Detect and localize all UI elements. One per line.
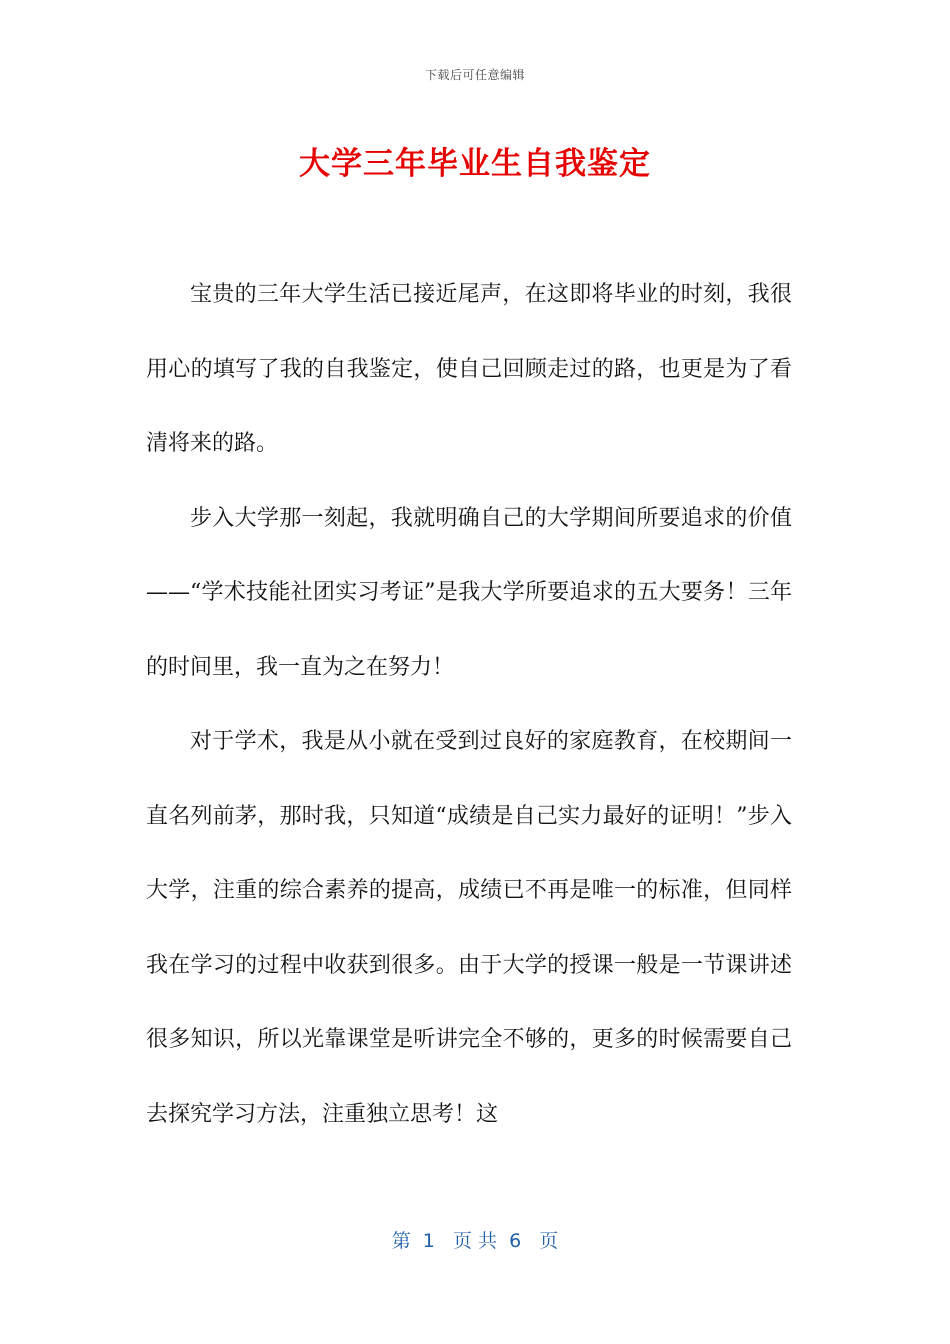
- paragraph-2: 步入大学那一刻起，我就明确自己的大学期间所要追求的价值——“学术技能社团实习考证”是我大学所要追求的五大要务！三年的时间里，我一直为之在努力！: [146, 505, 792, 680]
- document-body: [146, 258, 792, 1152]
- paragraph-1: 宝贵的三年大学生活已接近尾声，在这即将毕业的时刻，我很用心的填写了我的自我鉴定，使自己回顾走过的路，也更是为了看清将来的路。: [146, 282, 792, 456]
- header-note: 下载后可任意编辑: [424, 68, 525, 82]
- document-title: 大学三年毕业生自我鉴定: [299, 146, 651, 182]
- paragraph-3: 对于学术，我是从小就在受到过良好的家庭教育，在校期间一直名列前茅，那时我，只知道“成绩是自己实力最好的证明！”步入大学，注重的综合素养的提高，成绩已不再是唯一的标准，但同样我在学习的过程中收获到很多。由于大学的授课一般是一节课讲述很多知识，所以光靠课堂是听讲完全不够的，更多的时候需要自己去探究学习方法，注重独立思考！这: [146, 729, 792, 1127]
- page-number-footer: 第 1 页 共 6 页: [391, 1230, 559, 1252]
